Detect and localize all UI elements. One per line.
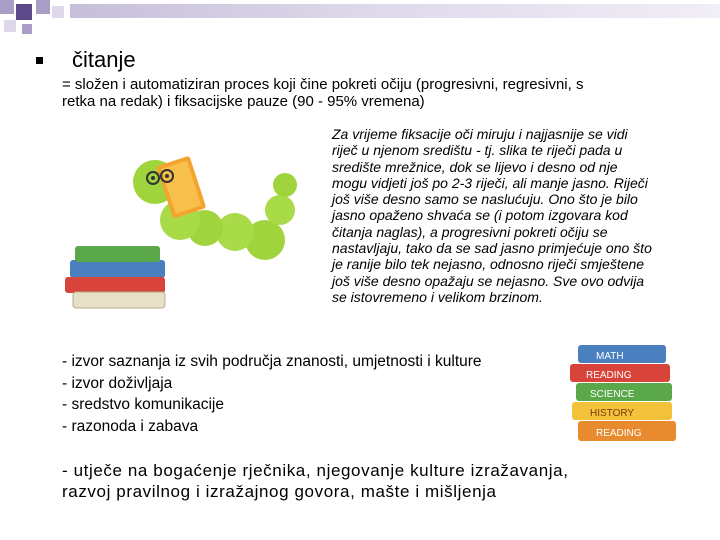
bookworm-reading-illustration xyxy=(45,120,325,315)
fixation-explanation-text: Za vrijeme fiksacije oči miruju i najjasnije se vidi riječ u njenom središtu - tj. slika te riječi pada u središte mrežnice, dok se lijevo i desno od nje mogu vidjeti još po 2-3 riječi, ali manje jasno. Riječi još više desno samo se naslućuju. Ono što je bilo jasno opaženo shvaća se (i potom izgovara kod čitanja naglas), a progresivni pokreti očiju se nastavljaju, tako da se sad jasno primjećuje ono što je ranije bilo tek nejasno, odnosno riječi smještene još više desno opažaju se nejasno. Sve ovo odvija se istovremeno i velikom brzinom. xyxy=(332,126,652,305)
decorative-square xyxy=(22,24,32,34)
definition-text: = složen i automatiziran proces koji čine pokreti očiju (progresivni, regresivni, s retka na redak) i fiksacijske pauze (90 - 95% vremena) xyxy=(62,76,584,110)
decorative-square xyxy=(52,6,64,18)
list-item: - razonoda i zabava xyxy=(62,417,199,435)
book-stack-illustration xyxy=(566,345,691,450)
header-gradient-bar xyxy=(70,4,720,18)
decorative-square xyxy=(36,0,50,14)
bullet-square-icon xyxy=(36,57,43,64)
book-label: MATH xyxy=(596,351,624,362)
closing-text: - utječe na bogaćenje rječnika, njegovanje kulture izražavanja, razvoj pravilnog i izražajnog govora, mašte i mišljenja xyxy=(62,461,569,501)
decorative-square xyxy=(16,4,32,20)
list-item: - izvor saznanja iz svih područja znanosti, umjetnosti i kulture xyxy=(62,353,482,370)
decorative-square xyxy=(4,20,16,32)
list-item: - izvor doživljaja xyxy=(62,374,173,392)
book-label: HISTORY xyxy=(590,408,635,419)
decorative-square xyxy=(0,0,14,14)
book-label: READING xyxy=(596,428,642,439)
book-label: READING xyxy=(586,370,632,381)
book-label: SCIENCE xyxy=(590,389,635,400)
slide-title: čitanje xyxy=(72,47,136,72)
reading-purpose-list xyxy=(62,351,482,437)
list-item: - sredstvo komunikacije xyxy=(62,396,224,413)
